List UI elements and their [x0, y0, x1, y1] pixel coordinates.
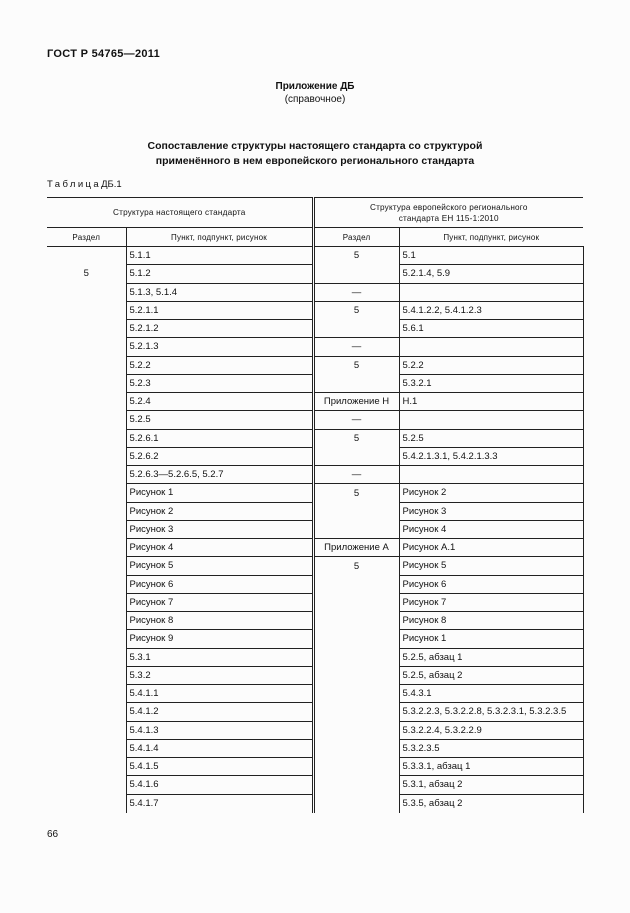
eu-section-cell: 5 [313, 301, 399, 319]
section-cell [47, 520, 126, 538]
table-row [47, 247, 583, 265]
eu-subsection-cell: Рисунок 3 [399, 502, 583, 520]
eu-subsection-cell: Рисунок 2 [399, 484, 583, 502]
section-cell [47, 648, 126, 666]
appendix-title: Приложение ДБ [275, 81, 355, 92]
section-cell [47, 721, 126, 739]
eu-subsection-cell: 5.2.5 [399, 429, 583, 447]
eu-section-cell [313, 520, 399, 538]
subsection-cell: 5.2.1.2 [126, 320, 313, 338]
subsection-cell: Рисунок 7 [126, 593, 313, 611]
document-title-line-1: Сопоставление структуры настоящего стандарта со структурой [147, 140, 483, 152]
section-cell [47, 612, 126, 630]
document-title [0, 139, 630, 169]
eu-subsection-cell: Рисунок А.1 [399, 539, 583, 557]
table-row [47, 374, 583, 392]
eu-section-cell: 5 [313, 484, 399, 502]
section-cell [47, 666, 126, 684]
eu-subsection-cell: 5.4.2.1.3.1, 5.4.2.1.3.3 [399, 447, 583, 465]
section-cell [47, 557, 126, 575]
eu-subsection-cell: Рисунок 5 [399, 557, 583, 575]
table-label-prefix: Таблица [47, 179, 102, 190]
header-european-line-2: стандарта ЕН 115-1:2010 [398, 213, 499, 223]
section-cell [47, 374, 126, 392]
eu-subsection-cell: Рисунок 4 [399, 520, 583, 538]
table-row [47, 593, 583, 611]
section-cell [47, 320, 126, 338]
subsection-cell: 5.2.2 [126, 356, 313, 374]
eu-subsection-cell: 5.3.2.3.5 [399, 739, 583, 757]
col-subsection-1: Пункт, подпункт, рисунок [126, 228, 313, 247]
section-cell [47, 338, 126, 356]
eu-section-cell [313, 648, 399, 666]
table-row [47, 265, 583, 283]
subsection-cell: 5.1.3, 5.1.4 [126, 283, 313, 301]
subsection-cell: Рисунок 2 [126, 502, 313, 520]
subsection-cell: Рисунок 8 [126, 612, 313, 630]
eu-subsection-cell: 5.3.3.1, абзац 1 [399, 758, 583, 776]
eu-section-cell: Приложение А [313, 539, 399, 557]
eu-section-cell: — [313, 411, 399, 429]
subsection-cell: 5.2.4 [126, 393, 313, 411]
section-cell: 5 [83, 268, 89, 280]
eu-subsection-cell: Рисунок 6 [399, 575, 583, 593]
table-row [47, 758, 583, 776]
subsection-cell: 5.4.1.3 [126, 721, 313, 739]
table-row [47, 301, 583, 319]
table-row [47, 429, 583, 447]
eu-subsection-cell: 5.1 [399, 247, 583, 265]
section-cell [47, 447, 126, 465]
subsection-cell: 5.4.1.6 [126, 776, 313, 794]
eu-subsection-cell: Рисунок 1 [399, 630, 583, 648]
section-cell [47, 739, 126, 757]
subsection-cell: 5.2.6.1 [126, 429, 313, 447]
section-cell [47, 484, 126, 502]
eu-subsection-cell: 5.3.2.1 [399, 374, 583, 392]
section-cell [47, 758, 126, 776]
appendix-heading [0, 80, 630, 106]
section-cell [47, 247, 126, 265]
eu-section-cell [313, 666, 399, 684]
section-cell [47, 411, 126, 429]
eu-section-cell [313, 776, 399, 794]
table-row [47, 721, 583, 739]
section-cell [47, 776, 126, 794]
section-cell [47, 703, 126, 721]
subsection-cell: 5.2.5 [126, 411, 313, 429]
document-title-line-2: применённого в нем европейского регионального стандарта [155, 155, 475, 167]
table-row [47, 557, 583, 575]
section-cell [47, 630, 126, 648]
eu-section-cell [313, 447, 399, 465]
eu-section-cell [313, 685, 399, 703]
eu-section-cell [313, 630, 399, 648]
section-cell [47, 429, 126, 447]
subsection-cell: Рисунок 4 [126, 539, 313, 557]
eu-section-cell: 5 [313, 356, 399, 374]
subsection-cell: 5.3.2 [126, 666, 313, 684]
table-label [47, 179, 122, 190]
subsection-cell: Рисунок 6 [126, 575, 313, 593]
eu-section-cell: — [313, 338, 399, 356]
table-row [47, 466, 583, 484]
page-number: 66 [47, 829, 59, 840]
col-section-1: Раздел [47, 228, 126, 247]
table-row [47, 356, 583, 374]
subsection-cell: 5.2.6.3—5.2.6.5, 5.2.7 [126, 466, 313, 484]
eu-subsection-cell [399, 283, 583, 301]
table-row [47, 338, 583, 356]
subsection-cell: 5.4.1.4 [126, 739, 313, 757]
subsection-cell: 5.2.6.2 [126, 447, 313, 465]
eu-subsection-cell: 5.2.2 [399, 356, 583, 374]
eu-subsection-cell: Рисунок 7 [399, 593, 583, 611]
section-cell [47, 794, 126, 813]
table-row [47, 502, 583, 520]
eu-subsection-cell: 5.3.1, абзац 2 [399, 776, 583, 794]
section-cell [47, 685, 126, 703]
eu-section-cell: Приложение Н [313, 393, 399, 411]
eu-section-cell: — [313, 466, 399, 484]
eu-subsection-cell: Н.1 [399, 393, 583, 411]
section-cell [47, 356, 126, 374]
table-row [47, 320, 583, 338]
eu-section-cell [313, 265, 399, 283]
subsection-cell: Рисунок 1 [126, 484, 313, 502]
eu-section-cell: — [313, 283, 399, 301]
eu-section-cell: 5 [313, 429, 399, 447]
eu-subsection-cell: 5.2.1.4, 5.9 [399, 265, 583, 283]
subsection-cell: 5.4.1.1 [126, 685, 313, 703]
section-cell [47, 283, 126, 301]
eu-subsection-cell: 5.3.5, абзац 2 [399, 794, 583, 813]
eu-subsection-cell [399, 466, 583, 484]
table-row [47, 666, 583, 684]
subsection-cell: 5.4.1.5 [126, 758, 313, 776]
table-row [47, 794, 583, 813]
table-row [47, 411, 583, 429]
section-cell [47, 393, 126, 411]
header-european-standard [313, 198, 583, 228]
eu-section-cell [313, 593, 399, 611]
subsection-cell: 5.1.2 [126, 265, 313, 283]
section-cell [47, 539, 126, 557]
table-header-row [47, 198, 583, 228]
subsection-cell: 5.2.3 [126, 374, 313, 392]
table-row [47, 703, 583, 721]
table-row [47, 447, 583, 465]
table-row [47, 739, 583, 757]
table-row [47, 776, 583, 794]
eu-subsection-cell: Рисунок 8 [399, 612, 583, 630]
table-row [47, 630, 583, 648]
col-section-2: Раздел [313, 228, 399, 247]
eu-section-cell [313, 758, 399, 776]
table-row [47, 539, 583, 557]
eu-section-cell [313, 794, 399, 813]
eu-subsection-cell: 5.2.5, абзац 2 [399, 666, 583, 684]
eu-section-cell: 5 [313, 247, 399, 265]
subsection-cell: 5.2.1.3 [126, 338, 313, 356]
eu-section-cell [313, 721, 399, 739]
eu-subsection-cell: 5.4.3.1 [399, 685, 583, 703]
eu-section-cell [313, 612, 399, 630]
header-european-line-1: Структура европейского регионального [369, 202, 528, 212]
eu-section-cell: 5 [313, 557, 399, 575]
section-cell [47, 593, 126, 611]
table-row [47, 648, 583, 666]
subsection-cell: Рисунок 5 [126, 557, 313, 575]
subsection-cell: 5.4.1.2 [126, 703, 313, 721]
eu-section-cell [313, 703, 399, 721]
subsection-cell: 5.2.1.1 [126, 301, 313, 319]
subsection-cell: 5.4.1.7 [126, 794, 313, 813]
eu-subsection-cell: 5.2.5, абзац 1 [399, 648, 583, 666]
eu-subsection-cell: 5.4.1.2.2, 5.4.1.2.3 [399, 301, 583, 319]
table-row [47, 685, 583, 703]
subsection-cell: 5.3.1 [126, 648, 313, 666]
table-row [47, 520, 583, 538]
eu-section-cell [313, 739, 399, 757]
header-this-standard: Структура настоящего стандарта [47, 198, 313, 228]
table-row [47, 612, 583, 630]
eu-section-cell [313, 502, 399, 520]
eu-subsection-cell: 5.3.2.2.4, 5.3.2.2.9 [399, 721, 583, 739]
eu-subsection-cell [399, 411, 583, 429]
subsection-cell: Рисунок 3 [126, 520, 313, 538]
table-label-number: ДБ.1 [101, 179, 122, 190]
eu-subsection-cell: 5.3.2.2.3, 5.3.2.2.8, 5.3.2.3.1, 5.3.2.3.5 [399, 703, 583, 721]
table-row [47, 283, 583, 301]
section-cell [47, 502, 126, 520]
table-row [47, 575, 583, 593]
document-code: ГОСТ Р 54765—2011 [47, 48, 161, 60]
eu-subsection-cell: 5.6.1 [399, 320, 583, 338]
comparison-table [47, 197, 584, 813]
appendix-subtitle: (справочное) [284, 94, 346, 105]
section-cell [47, 466, 126, 484]
eu-subsection-cell [399, 338, 583, 356]
subsection-cell: Рисунок 9 [126, 630, 313, 648]
section-cell [47, 575, 126, 593]
subsection-cell: 5.1.1 [126, 247, 313, 265]
eu-section-cell [313, 320, 399, 338]
eu-section-cell [313, 374, 399, 392]
table-subheader-row [47, 228, 583, 247]
table-row [47, 393, 583, 411]
section-cell [47, 301, 126, 319]
eu-section-cell [313, 575, 399, 593]
col-subsection-2: Пункт, подпункт, рисунок [399, 228, 583, 247]
table-row [47, 484, 583, 502]
